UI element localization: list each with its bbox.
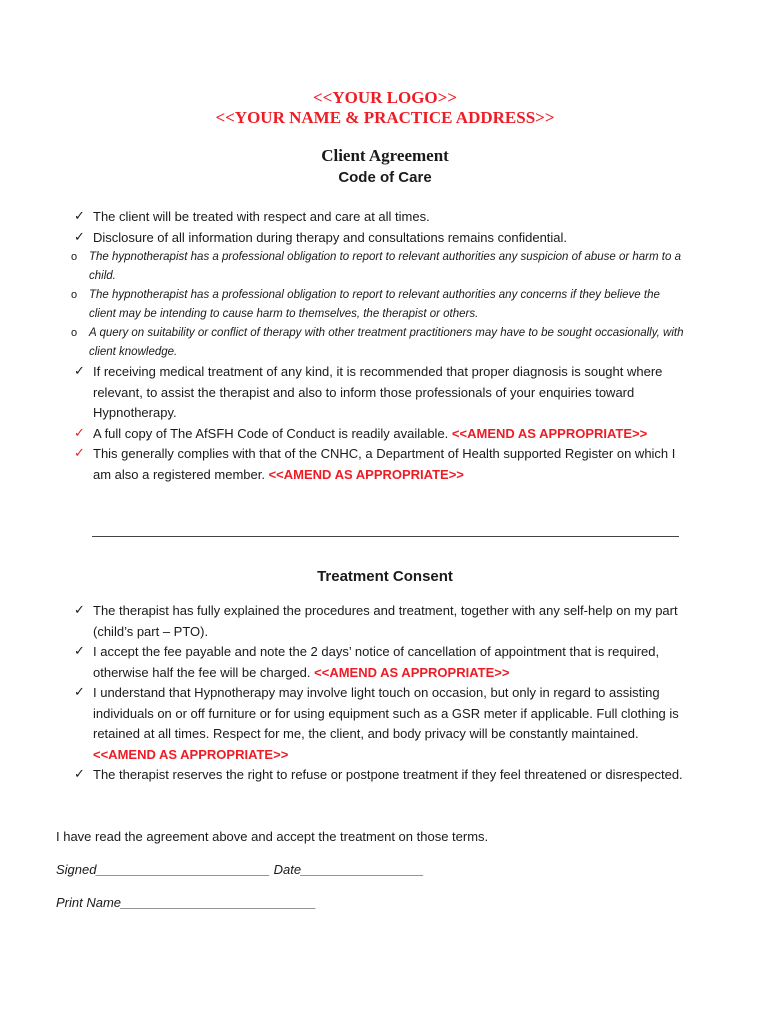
list-item-text: This generally complies with that of the CNHC, a Department of Health supported Register on which I am also a registered member. xyxy=(93,446,676,482)
checkmark-icon: ✓ xyxy=(74,229,85,245)
treatment-consent-list xyxy=(74,601,684,786)
list-item xyxy=(74,207,684,228)
sub-item-text: The hypnotherapist has a professional obligation to report to relevant authorities any suspicion of abuse or harm to a child. xyxy=(89,251,681,282)
code-of-care-list xyxy=(71,207,684,485)
list-item-text: I accept the fee payable and note the 2 days’ notice of cancellation of appointment that is required, otherwise half the fee will be charged. xyxy=(93,644,660,680)
checkmark-icon: ✓ xyxy=(74,685,85,700)
list-item-text: The client will be treated with respect and care at all times. xyxy=(93,209,430,224)
checkmark-icon: ✓ xyxy=(74,446,85,461)
list-item-text: A full copy of The AfSFH Code of Conduct is readily available. xyxy=(93,425,449,441)
sub-list-item xyxy=(61,248,684,286)
amend-note: <<AMEND AS APPROPRIATE>> xyxy=(268,466,464,482)
list-item-text: Disclosure of all information during therapy and consultations remains confidential. xyxy=(93,229,568,245)
page-title: Client Agreement xyxy=(321,146,449,165)
list-item xyxy=(74,362,684,424)
amend-note: <<AMEND AS APPROPRIATE>> xyxy=(314,664,510,680)
list-item xyxy=(74,683,684,765)
sub-list-item xyxy=(61,324,684,362)
checkmark-icon: ✓ xyxy=(74,603,85,618)
circle-bullet-icon: o xyxy=(71,327,78,339)
checkmark-icon: ✓ xyxy=(74,209,85,224)
list-item-text: The therapist reserves the right to refuse or postpone treatment if they feel threatened or disrespected. xyxy=(93,767,683,782)
list-item xyxy=(74,765,684,786)
sub-item-text: A query on suitability or conflict of therapy with other treatment practitioners may have to be sought occasionally, with client knowledge. xyxy=(89,327,684,358)
list-item-text: I understand that Hypnotherapy may involve light touch on occasion, but only in regard to assisting individuals on or off furniture or for using equipment such as a GSR meter if applicable. Full clothing is retained at all times. Respect for me, the client, and body privacy will be constantly maintained. xyxy=(93,685,679,741)
list-item xyxy=(74,228,684,249)
section-title-code-of-care: Code of Care xyxy=(338,169,432,186)
list-item xyxy=(74,444,684,485)
print-name-line: Print Name___________________________ xyxy=(56,895,317,910)
agreement-statement: I have read the agreement above and accept the treatment on those terms. xyxy=(56,829,489,844)
checkmark-icon: ✓ xyxy=(74,767,85,782)
list-item-text: If receiving medical treatment of any kind, it is recommended that proper diagnosis is sought where relevant, to assist the therapist and also to inform those professionals of your enquiries toward Hypnotherapy. xyxy=(93,364,663,420)
checkmark-icon: ✓ xyxy=(74,364,85,379)
list-item-text: The therapist has fully explained the procedures and treatment, together with any self-help on my part (child’s part – PTO). xyxy=(93,603,678,639)
divider xyxy=(92,536,679,537)
section-title-treatment-consent: Treatment Consent xyxy=(317,568,453,585)
amend-note: <<AMEND AS APPROPRIATE>> xyxy=(451,425,648,441)
circle-bullet-icon: o xyxy=(71,251,78,263)
signature-date-line: Signed________________________ Date_________________ xyxy=(56,862,424,877)
checkmark-icon: ✓ xyxy=(74,644,85,659)
amend-note: <<AMEND AS APPROPRIATE>> xyxy=(93,746,289,762)
list-item xyxy=(74,642,684,683)
sub-list-item xyxy=(61,286,684,324)
list-item xyxy=(74,601,684,642)
list-item xyxy=(74,424,684,445)
sub-item-text: The hypnotherapist has a professional obligation to report to relevant authorities any concerns if they believe the client may be intending to cause harm to themselves, the therapist or others. xyxy=(89,289,660,320)
checkmark-icon: ✓ xyxy=(74,425,85,441)
name-address-placeholder: <<YOUR NAME & PRACTICE ADDRESS>> xyxy=(215,108,555,127)
circle-bullet-icon: o xyxy=(71,289,78,301)
logo-placeholder: <<YOUR LOGO>> xyxy=(312,88,458,107)
